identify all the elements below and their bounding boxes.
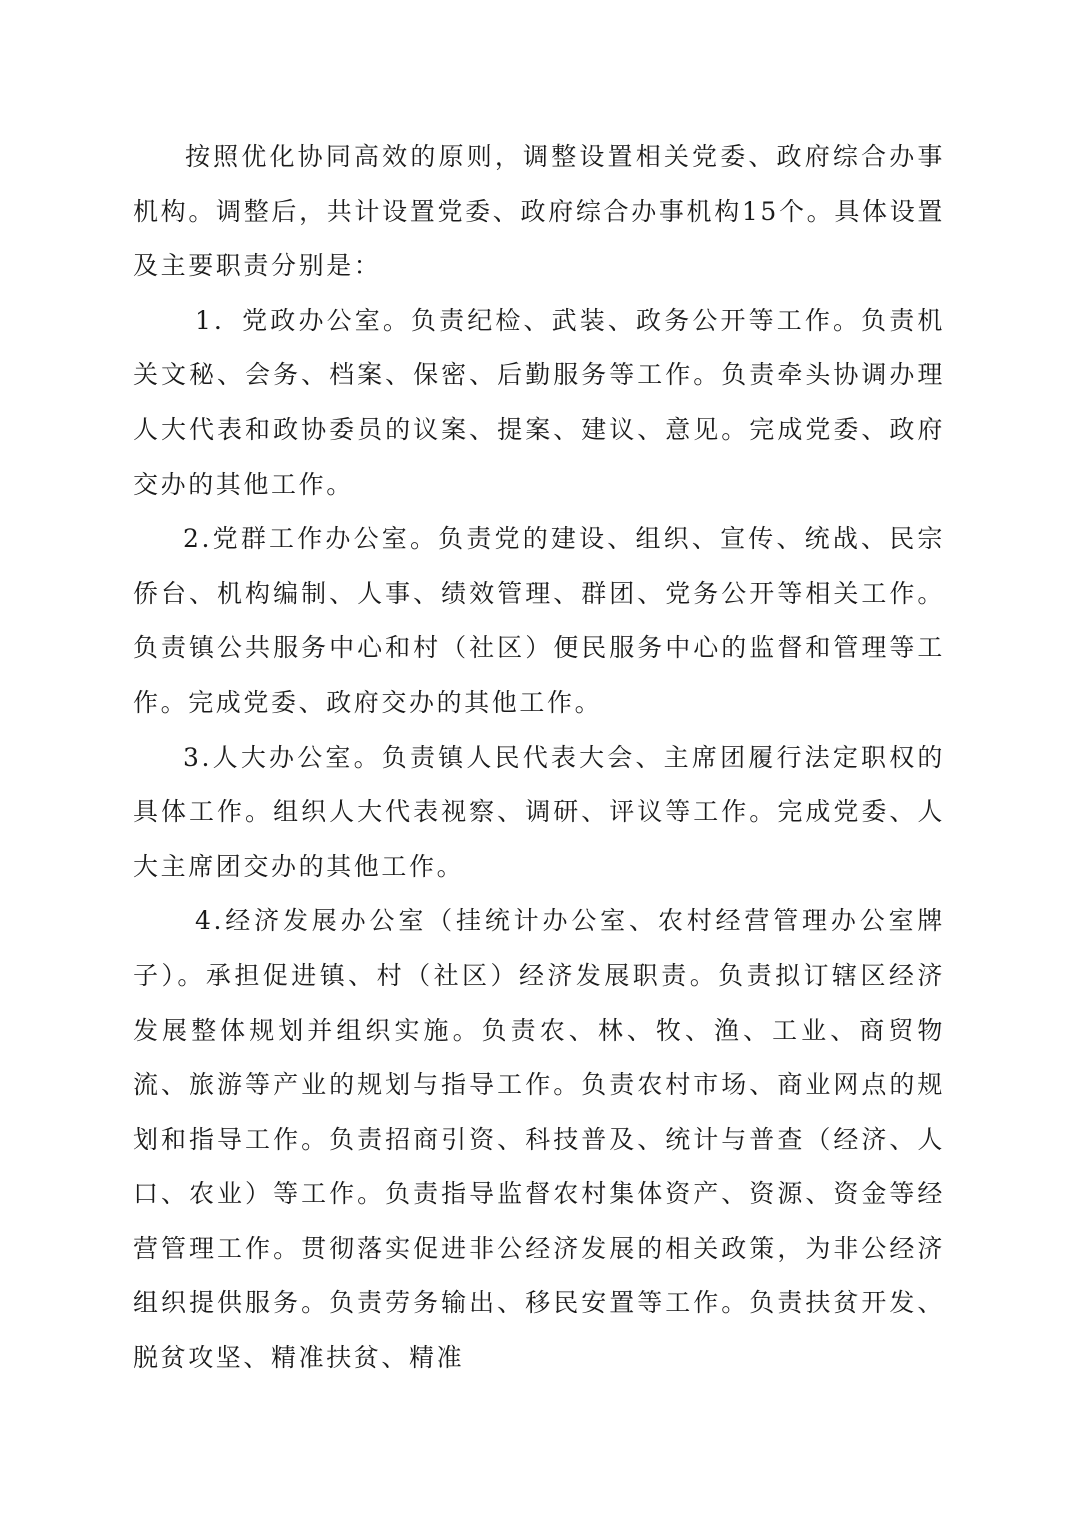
paragraph-item-4: 4.经济发展办公室（挂统计办公室、农村经营管理办公室牌子）。承担促进镇、村（社区）经济发展职责。负责拟订辖区经济发展整体规划并组织实施。负责农、林、牧、渔、工业、商贸物流、旅游等产业的规划与指导工作。负责农村市场、商业网点的规划和指导工作。负责招商引资、科技普及、统计与普查（经济、人口、农业）等工作。负责指导监督农村集体资产、资源、资金等经营管理工作。贯彻落实促进非公经济发展的相关政策，为非公经济组织提供服务。负责劳务输出、移民安置等工作。负责扶贫开发、脱贫攻坚、精准扶贫、精准	[133, 906, 945, 1373]
paragraph-item-1: 1．党政办公室。负责纪检、武装、政务公开等工作。负责机关文秘、会务、档案、保密、后勤服务等工作。负责牵头协调办理人大代表和政协委员的议案、提案、建议、意见。完成党委、政府交办的其他工作。	[133, 305, 945, 499]
paragraph-item-3: 3.人大办公室。负责镇人民代表大会、主席团履行法定职权的具体工作。组织人大代表视察、调研、评议等工作。完成党委、人大主席团交办的其他工作。	[133, 742, 945, 881]
document-body	[133, 130, 945, 1386]
paragraph-item-2: 2.党群工作办公室。负责党的建设、组织、宣传、统战、民宗侨台、机构编制、人事、绩效管理、群团、党务公开等相关工作。负责镇公共服务中心和村（社区）便民服务中心的监督和管理等工作。完成党委、政府交办的其他工作。	[133, 524, 945, 717]
paragraph-intro: 按照优化协同高效的原则，调整设置相关党委、政府综合办事机构。调整后，共计设置党委、政府综合办事机构15个。具体设置及主要职责分别是：	[133, 142, 945, 281]
